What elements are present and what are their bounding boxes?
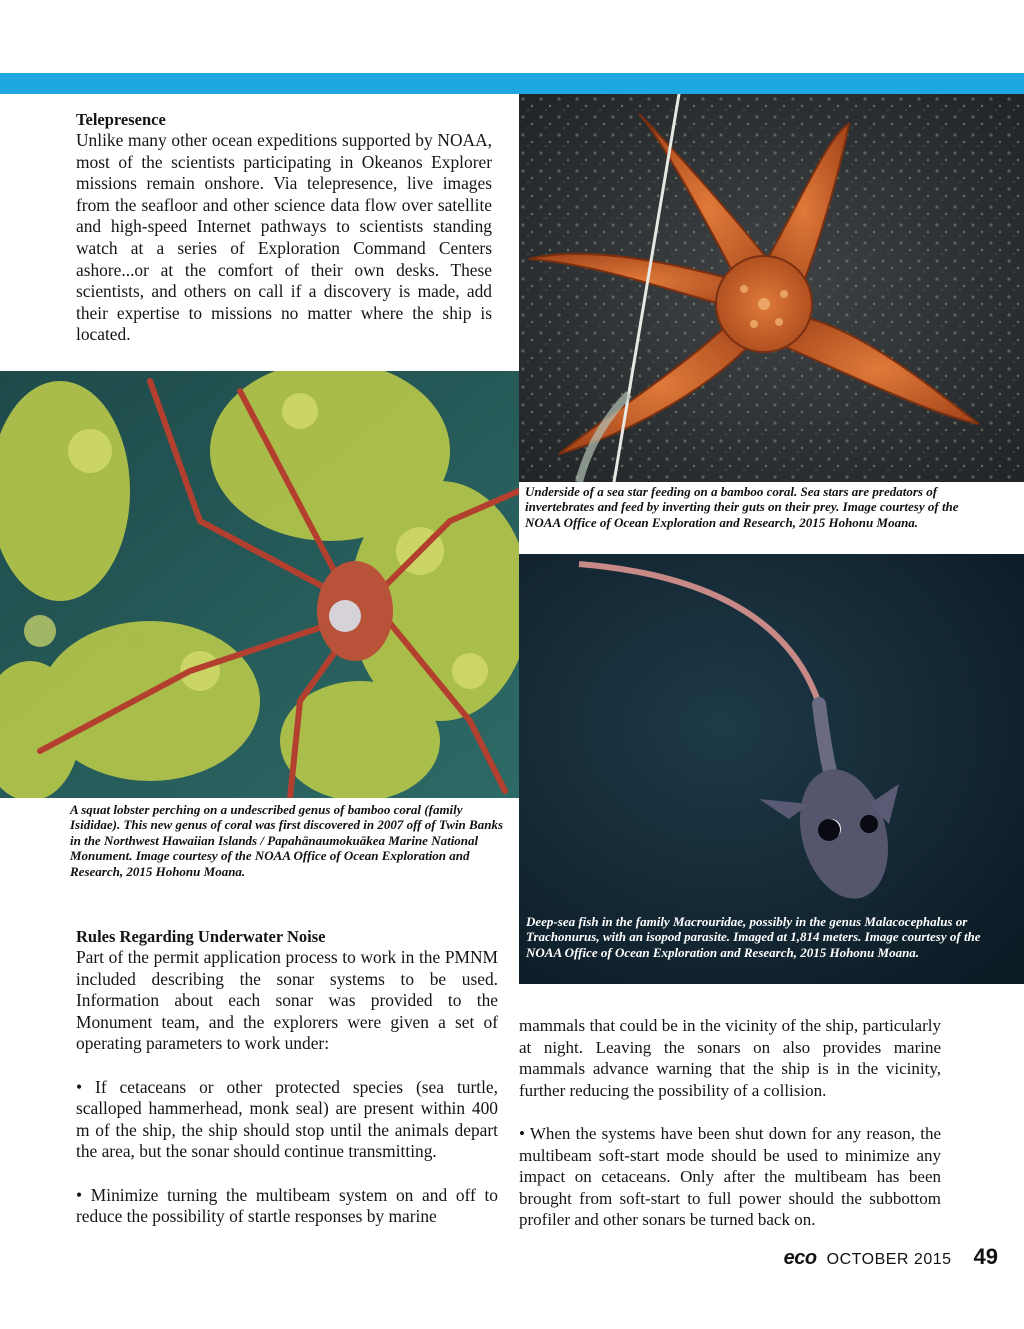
squat-lobster-caption: A squat lobster perching on a undescribed genus of bamboo coral (family Isididae). This new genus of coral was first discovered in 2007 off of Twin Banks in the Northwest Hawaiian Islands / Papahānaumokuākea Marine National Monument. Image courtesy of the NOAA Office of Ocean Exploration and Research, 2015 Hohonu Moana. [70,802,503,879]
squat-lobster-photo [0,371,519,798]
rules-bullet-2-end: mammals that could be in the vicinity of the ship, particularly at night. Leaving the sonars on also provides marine mammals advance warning that the ship is in the vicinity, further reducing the possibility of a collision. [519,1016,941,1100]
rules-section [76,926,498,1228]
rules-continued [519,1015,941,1231]
rules-intro: Part of the permit application process to work in the PMNM included describing the sonar systems to be used. Information about each sonar was provided to the Monument team, and the explorers were given a set of operating parameters to work under: [76,947,498,1054]
page-number: 49 [973,1244,998,1269]
magazine-brand: eco [783,1247,817,1269]
telepresence-heading: Telepresence [76,110,166,129]
rules-bullet-3: • When the systems have been shut down for any reason, the multibeam soft-start mode should be used to minimize any impact on cetaceans. Only after the multibeam has been brought from soft-start to full power should the subbottom profiler and other sonars be turned back on. [519,1123,941,1230]
sea-star-caption: Underside of a sea star feeding on a bamboo coral. Sea stars are predators of invertebrates and feed by inverting their guts on their prey. Image courtesy of the NOAA Office of Ocean Exploration and Research, 2015 Hohonu Moana. [525,484,959,530]
telepresence-body: Unlike many other ocean expeditions supported by NOAA, most of the scientists participating in Okeanos Explorer missions remain onshore. Via telepresence, live images from the seafloor and other science data flow over satellite and high-speed Internet pathways to scientists standing watch at a series of Exploration Command Centers ashore...or at the comfort of their own desks. These scientists, and others on call if a discovery is made, add their expertise to missions no matter where the ship is located. [76,130,492,345]
accent-bar [0,73,1024,94]
rules-heading: Rules Regarding Underwater Noise [76,927,326,946]
page-footer [784,1244,998,1270]
sea-star-photo [519,94,1024,482]
issue-date: OCTOBER 2015 [826,1251,952,1268]
deep-sea-fish-caption: Deep-sea fish in the family Macrouridae, possibly in the genus Malacocephalus or Trachonurus, with an isopod parasite. Imaged at 1,814 meters. Image courtesy of the NOAA Office of Ocean Exploration and Research, 2015 Hohonu Moana. [526,914,981,960]
telepresence-section [76,109,492,346]
deep-sea-fish-photo [519,554,1024,984]
rules-bullet-2-start: • Minimize turning the multibeam system on and off to reduce the possibility of startle responses by marine [76,1184,498,1227]
rules-bullet-1: • If cetaceans or other protected species (sea turtle, scalloped hammerhead, monk seal) are present within 400 m of the ship, the ship should stop until the animals depart the area, but the sonar should continue transmitting. [76,1076,498,1162]
